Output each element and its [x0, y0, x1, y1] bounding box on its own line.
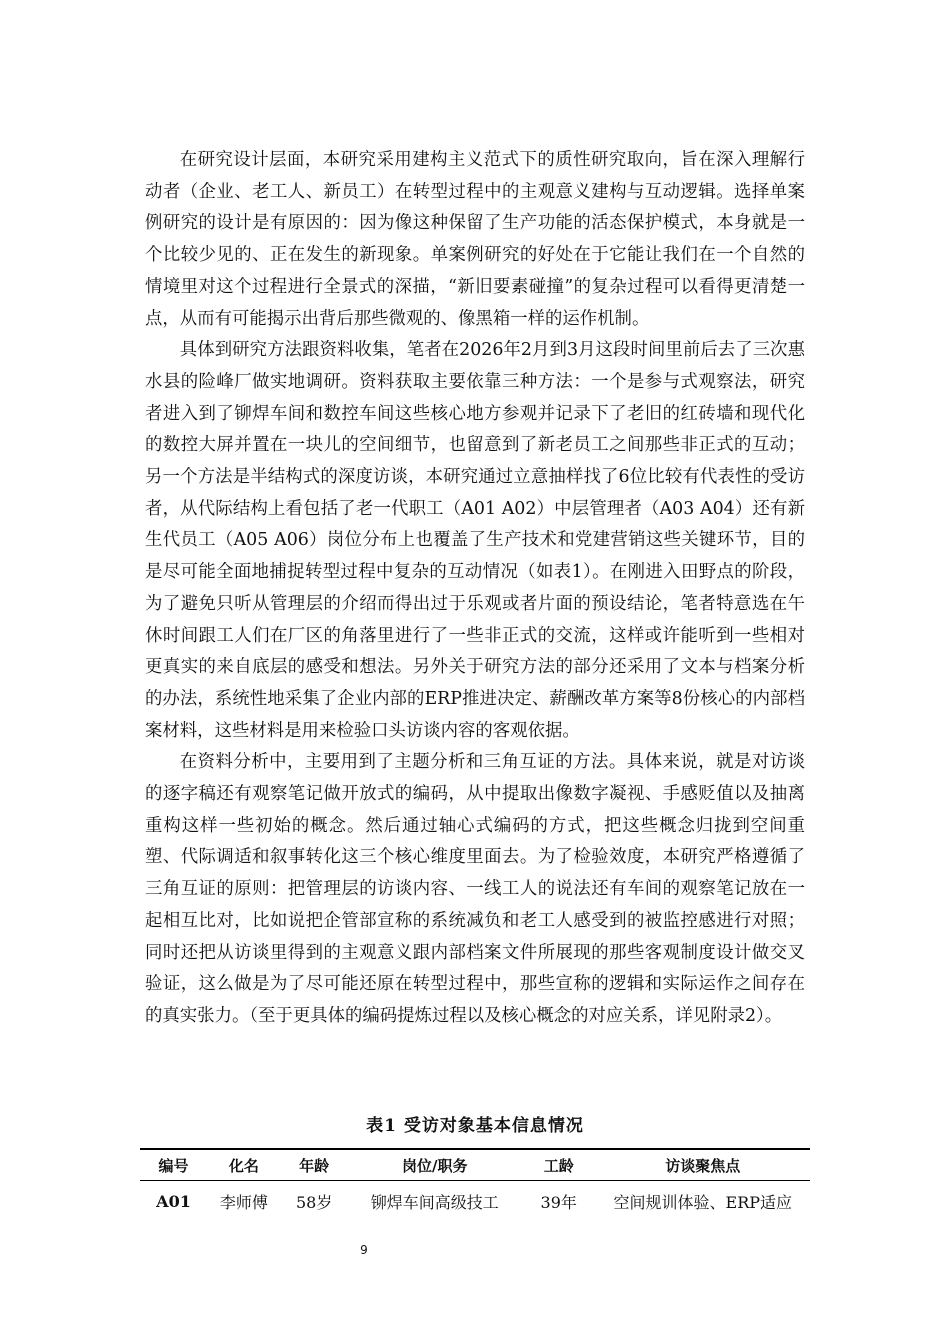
header-interview-focus: 访谈聚焦点 [596, 1149, 810, 1181]
table-header-row [140, 1149, 810, 1181]
paragraph-research-design: 在研究设计层面，本研究采用建构主义范式下的质性研究取向，旨在深入理解行动者（企业、老工人、新员工）在转型过程中的主观意义建构与互动逻辑。选择单案例研究的设计是有原因的：因为像这种保留了生产功能的活态保护模式，本身就是一个比较少见的、正在发生的新现象。单案例研究的好处在于它能让我们在一个自然的情境里对这个过程进行全景式的深描，“新旧要素碰撞”的复杂过程可以看得更清楚一点，从而有可能揭示出背后那些微观的、像黑箱一样的运作机制。 [145, 150, 805, 329]
cell-interview-focus: 空间规训体验、ERP适应 [613, 1192, 793, 1212]
header-code: 编号 [140, 1149, 207, 1181]
paragraph-data-analysis: 在资料分析中，主要用到了主题分析和三角互证的方法。具体来说，就是对访谈的逐字稿还有观察笔记做开放式的编码，从中提取出像数字凝视、手感贬值以及抽离重构这样一些初始的概念。然后通过轴心式编码的方式，把这些概念归拢到空间重塑、代际调适和叙事转化这三个核心维度里面去。为了检验效度，本研究严格遵循了三角互证的原则：把管理层的访谈内容、一线工人的说法还有车间的观察笔记放在一起相互比对，比如说把企管部宣称的系统减负和老工人感受到的被监控感进行对照；同时还把从访谈里得到的主观意义跟内部档案文件所展现的那些客观制度设计做交叉验证，这么做是为了尽可能还原在转型过程中，那些宣称的逻辑和实际运作之间存在的真实张力。（至于更具体的编码提炼过程以及核心概念的对应关系，详见附录2）。 [145, 752, 805, 1026]
page-number: 9 [360, 1243, 368, 1257]
table-caption: 表1 受访对象基本信息情况 [366, 1116, 584, 1136]
cell-age: 58岁 [296, 1192, 333, 1212]
paragraph-data-collection: 具体到研究方法跟资料收集，笔者在2026年2月到3月这段时间里前后去了三次惠水县的险峰厂做实地调研。资料获取主要依靠三种方法：一个是参与式观察法，研究者进入到了铆焊车间和数控车间这些核心地方参观并记录下了老旧的红砖墙和现代化的数控大屏并置在一块儿的空间细节，也留意到了新老员工之间那些非正式的互动；另一个方法是半结构式的深度访谈，本研究通过立意抽样找了6位比较有代表性的受访者，从代际结构上看包括了老一代职工（A01 A02）中层管理者（A03 A04）还有新生代员工（A05 A06）岗位分布上也覆盖了生产技术和党建营销这些关键环节，目的是尽可能全面地捕捉转型过程中复杂的互动情况（如表1）。在刚进入田野点的阶段，为了避免只听从管理层的介绍而得出过于乐观或者片面的预设结论，笔者特意选在午休时间跟工人们在厂区的角落里进行了一些非正式的交流，这样或许能听到一些相对更真实的来自底层的感受和想法。另外关于研究方法的部分还采用了文本与档案分析的办法，系统性地采集了企业内部的ERP推进决定、薪酬改革方案等8份核心的内部档案材料，这些材料是用来检验口头访谈内容的客观依据。 [145, 340, 805, 741]
cell-position: 铆焊车间高级技工 [370, 1192, 499, 1212]
cell-alias: 李师傅 [219, 1192, 268, 1212]
header-age: 年龄 [281, 1149, 348, 1181]
header-seniority: 工龄 [522, 1149, 596, 1181]
cell-seniority: 39年 [540, 1192, 577, 1212]
interviewee-info-table [140, 1148, 810, 1221]
header-alias: 化名 [207, 1149, 281, 1181]
body-text [145, 145, 805, 1033]
header-position: 岗位/职务 [348, 1149, 522, 1181]
cell-code: A01 [156, 1191, 191, 1211]
table-row [140, 1181, 810, 1222]
